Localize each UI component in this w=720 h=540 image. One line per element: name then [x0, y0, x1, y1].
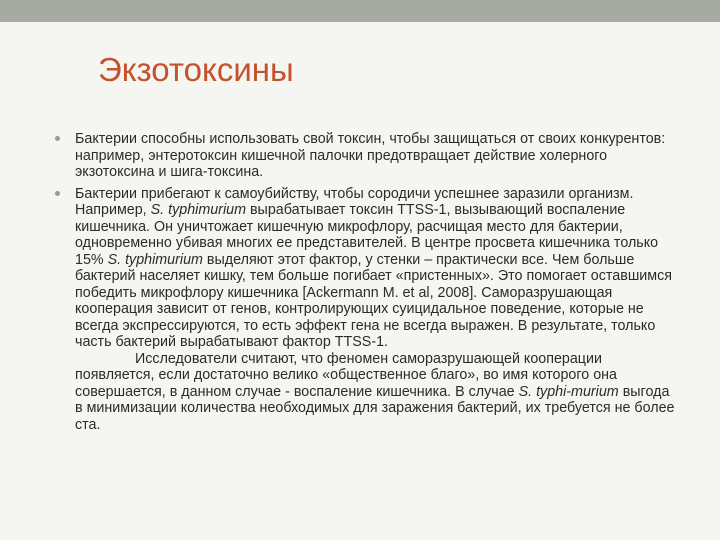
slide-title: Экзотоксины: [98, 51, 294, 88]
bullet-text-part: Исследователи считают, что феномен саморазрушающей кооперации появляется, если достаточно велико «общественное благо», во имя которого она совершается, в данном случае - воспаление кишечника. В случае: [75, 350, 618, 400]
bullet-text-part: Бактерии прибегают к самоубийству, чтобы сородичи успешнее заразили организм. Например,: [75, 185, 634, 218]
bullet-item: [55, 186, 675, 434]
bullet-text: Бактерии способны использовать свой токсин, чтобы защищаться от своих конкурентов: например, энтеротоксин кишечной палочки предотвращает действие холерного экзотоксина и шига-токсина.: [75, 131, 666, 180]
bullet-dot-icon: [55, 191, 60, 196]
bullet-italic-term: S. typhi-murium: [518, 383, 619, 400]
bullet-text-part: вырабатывает токсин TTSS-1, вызывающий воспаление кишечника. Он уничтожает кишечную микрофлору, расчищая место для бактерии, одновременно убивая многих ее представителей. В центре просвета кишечника только 15%: [75, 202, 659, 268]
bullet-italic-term: S. typhimurium: [150, 202, 246, 218]
bullet-italic-term: S. typhimurium: [107, 251, 203, 268]
bullet-dot-icon: [55, 136, 60, 141]
top-bar: [0, 0, 720, 22]
slide: [0, 22, 720, 540]
slide-content: [55, 131, 675, 433]
bullet-text-part: выделяют этот фактор, у стенки – практически все. Чем больше бактерий населяет кишку, тем больше погибает «пристенных». Это помогает оставшимся победить микрофлору кишечника [Ackermann M. et al, 2008]. Саморазрушающая кооперация зависит от генов, контролирующих суицидальное поведение, которые не всегда экспрессируются, то есть эффект гена не всегда выражен. В результате, только часть бактерий вырабатывают фактор TTSS-1.: [75, 251, 672, 350]
bullet-text-part: выгода в минимизации количества необходимых для заражения бактерий, их требуется не более ста.: [75, 383, 675, 433]
bullet-item: [55, 131, 675, 181]
